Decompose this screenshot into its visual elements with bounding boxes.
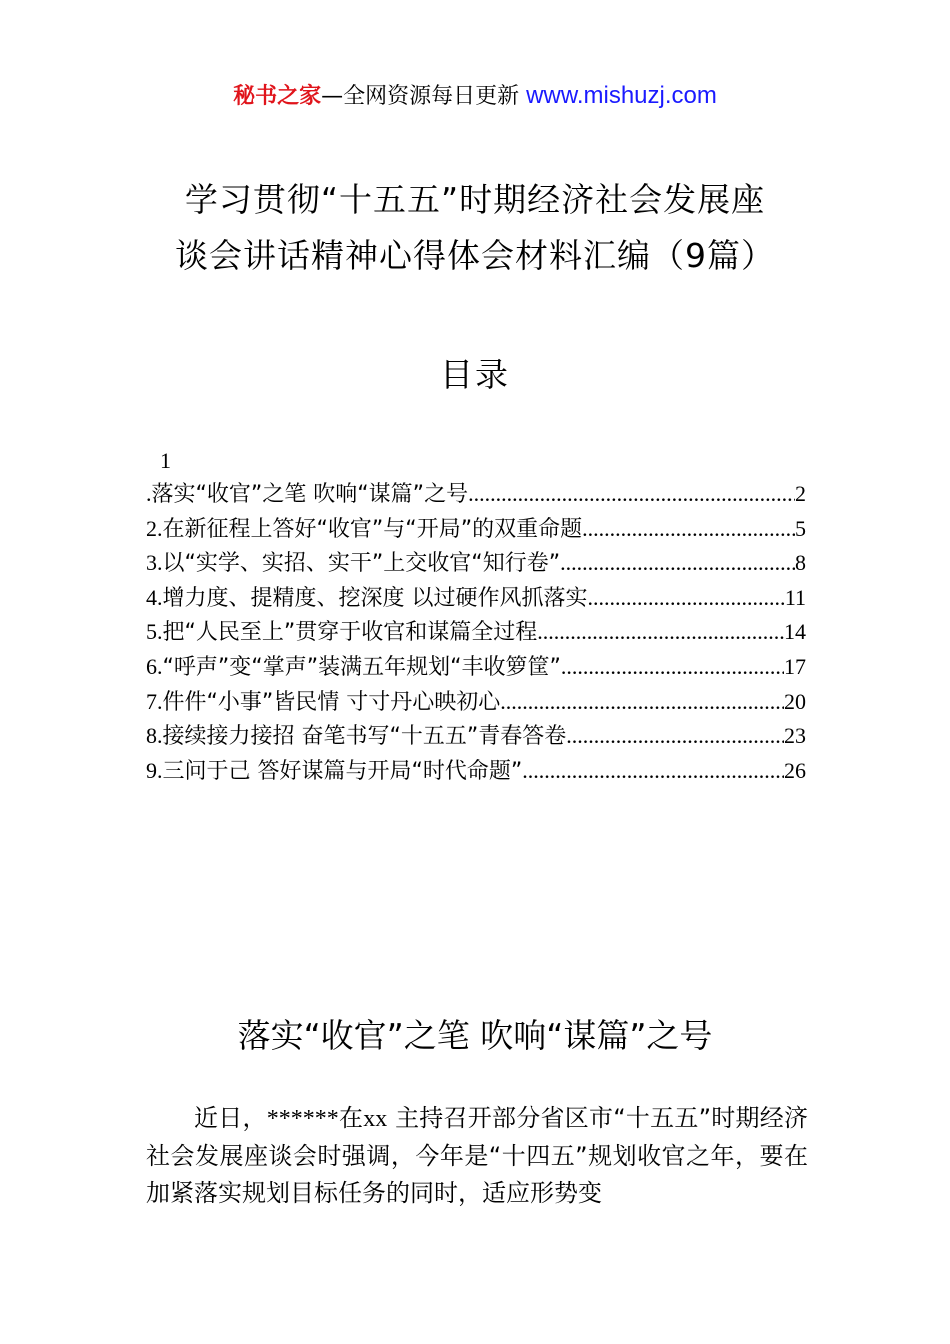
- site-url-link[interactable]: www.mishuzj.com: [526, 82, 717, 109]
- site-tagline: —全网资源每日更新: [321, 84, 527, 109]
- toc-dot-leader: [588, 581, 785, 616]
- para-lead: 近日，: [194, 1104, 267, 1132]
- table-of-contents: [146, 445, 806, 788]
- toc-entry-number: 9.: [146, 757, 163, 783]
- site-header: [0, 80, 950, 113]
- toc-dot-leader: [560, 546, 795, 581]
- document-title: [0, 172, 950, 284]
- toc-entry[interactable]: [146, 650, 806, 685]
- toc-entry-page: 23: [784, 723, 806, 749]
- toc-entry-title: 在新征程上答好“收官”与“开局”的双重命题: [162, 516, 583, 542]
- toc-entry-page: 20: [784, 688, 806, 714]
- toc-entry[interactable]: [146, 685, 806, 720]
- toc-entry-number: .: [146, 481, 152, 506]
- toc-entry[interactable]: [146, 719, 806, 754]
- toc-entry-number: 3.: [146, 550, 163, 576]
- toc-entry-number: 7.: [146, 688, 163, 714]
- para-mid: 在: [338, 1104, 364, 1132]
- toc-entry-title: 接续接力接招 奋笔书写“十五五”青春答卷: [162, 724, 567, 750]
- toc-entry-page: 26: [784, 757, 806, 783]
- document-title-line-2: 谈会讲话精神心得体会材料汇编（9篇）: [175, 236, 775, 275]
- para-stars: ******: [266, 1106, 339, 1132]
- toc-first-number: 1: [160, 448, 171, 473]
- para-xx: xx: [363, 1106, 388, 1132]
- section-title: 落实“收官”之笔 吹响“谋篇”之号: [237, 1016, 713, 1055]
- toc-entry-page: 2: [795, 481, 806, 506]
- para-rest: 主持召开部分省区市“十五五”时期经济社会发展座谈会时强调，今年是“十四五”规划收官之年，要在加紧落实规划目标任务的同时，适应形势变: [146, 1104, 809, 1207]
- toc-entry-title: 增力度、提精度、挖深度 以过硬作风抓落实: [162, 585, 588, 611]
- toc-dot-leader: [561, 650, 784, 685]
- site-brand: 秘书之家: [233, 84, 322, 109]
- toc-entry-page: 11: [784, 584, 806, 610]
- toc-entry-number: 4.: [146, 584, 163, 610]
- toc-entry-number: 6.: [146, 653, 163, 679]
- toc-entry-number: 5.: [146, 619, 163, 645]
- toc-entry-number: 8.: [146, 723, 163, 749]
- document-title-line-1: 学习贯彻“十五五”时期经济社会发展座: [184, 180, 766, 219]
- toc-entry[interactable]: [146, 546, 806, 581]
- toc-dot-leader: [566, 719, 784, 754]
- toc-entry-page: 8: [795, 550, 806, 576]
- toc-entry-title: 落实“收官”之笔 吹响“谋篇”之号: [151, 482, 469, 507]
- toc-entry[interactable]: [146, 477, 806, 512]
- toc-dot-leader: [537, 615, 784, 650]
- toc-entry[interactable]: [146, 754, 806, 789]
- toc-dot-leader: [582, 512, 795, 547]
- toc-entry[interactable]: [146, 512, 806, 547]
- toc-entry-title: 件件“小事”皆民情 寸寸丹心映初心: [162, 689, 501, 715]
- toc-dot-leader: [500, 685, 784, 720]
- toc-heading: 目录: [440, 355, 510, 394]
- toc-entry-title: 以“实学、实招、实干”上交收官“知行卷”: [162, 551, 561, 577]
- toc-dot-leader: [468, 477, 795, 512]
- toc-entry-title: “呼声”变“掌声”装满五年规划“丰收箩筐”: [162, 654, 561, 680]
- toc-entry-page: 5: [795, 515, 806, 541]
- body-paragraph: [146, 1100, 808, 1212]
- toc-entry[interactable]: [146, 615, 806, 650]
- toc-entry-number: 2.: [146, 515, 163, 541]
- toc-entry-page: 14: [784, 619, 806, 645]
- toc-entry[interactable]: [146, 581, 806, 616]
- toc-entry-title: 三问于己 答好谋篇与开局“时代命题”: [162, 758, 523, 784]
- toc-entry-page: 17: [784, 653, 806, 679]
- toc-entry-title: 把“人民至上”贯穿于收官和谋篇全过程: [162, 620, 538, 646]
- toc-dot-leader: [522, 754, 784, 789]
